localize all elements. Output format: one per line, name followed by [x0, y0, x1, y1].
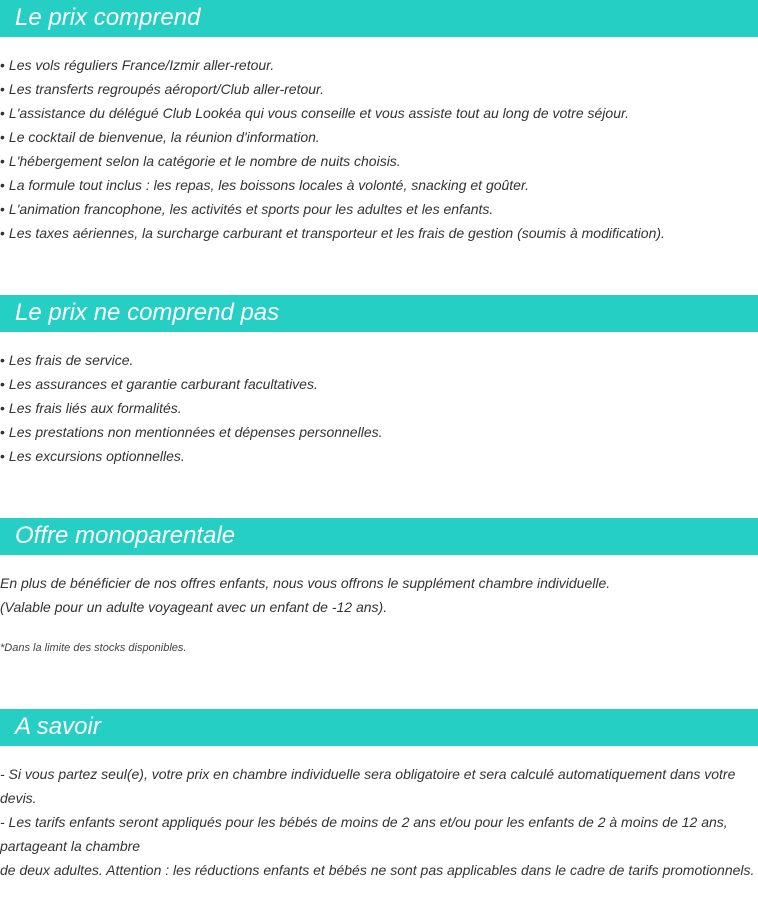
- section-header: [0, 518, 758, 555]
- section-prix-comprend: [0, 0, 758, 241]
- info-reductions: de deux adultes. Attention : les réductions enfants et bébés ne sont pas applicables dans le cadre de tarifs promotionnels.: [0, 862, 755, 878]
- section-title: Le prix comprend: [15, 4, 201, 31]
- list-item: • Les excursions optionnelles.: [0, 444, 383, 468]
- list-item: • L'assistance du délégué Club Lookéa qui vous conseille et vous assiste tout au long de votre séjour.: [0, 101, 665, 125]
- excluded-list: [0, 348, 383, 468]
- list-item: • Les frais liés aux formalités.: [0, 396, 383, 420]
- list-item: • Les transferts regroupés aéroport/Club aller-retour.: [0, 77, 665, 101]
- section-header: [0, 0, 758, 37]
- section-prix-ne-comprend-pas: [0, 295, 758, 464]
- list-item: • Les frais de service.: [0, 348, 383, 372]
- list-item: • Les vols réguliers France/Izmir aller-retour.: [0, 53, 665, 77]
- list-item: • L'animation francophone, les activités et sports pour les adultes et les enfants.: [0, 197, 665, 221]
- offer-description: En plus de bénéficier de nos offres enfants, nous vous offrons le supplément chambre individuelle.: [0, 575, 611, 591]
- section-title: Le prix ne comprend pas: [15, 299, 280, 326]
- list-item: • Le cocktail de bienvenue, la réunion d'information.: [0, 125, 665, 149]
- included-list: [0, 53, 665, 245]
- list-item: • Les assurances et garantie carburant facultatives.: [0, 372, 383, 396]
- list-item: • La formule tout inclus : les repas, les boissons locales à volonté, snacking et goûter.: [0, 173, 665, 197]
- list-item: • L'hébergement selon la catégorie et le nombre de nuits choisis.: [0, 149, 665, 173]
- list-item: • Les prestations non mentionnées et dépenses personnelles.: [0, 420, 383, 444]
- section-offre-monoparentale: [0, 518, 758, 654]
- offer-condition: (Valable pour un adulte voyageant avec un enfant de -12 ans).: [0, 599, 388, 615]
- section-header: [0, 295, 758, 332]
- section-title: A savoir: [15, 713, 101, 740]
- list-item: • Les taxes aériennes, la surcharge carburant et transporteur et les frais de gestion (soumis à modification).: [0, 221, 665, 245]
- section-title: Offre monoparentale: [15, 522, 236, 549]
- info-child-rates: - Les tarifs enfants seront appliqués pour les bébés de moins de 2 ans et/ou pour les enfants de 2 à moins de 12 ans, partageant la chambre: [0, 814, 728, 854]
- section-header: [0, 709, 758, 746]
- info-single-traveler: - Si vous partez seul(e), votre prix en chambre individuelle sera obligatoire et sera calculé automatiquement dans votre devis.: [0, 766, 736, 806]
- section-a-savoir: [0, 709, 758, 878]
- stock-note: *Dans la limite des stocks disponibles.: [0, 642, 187, 654]
